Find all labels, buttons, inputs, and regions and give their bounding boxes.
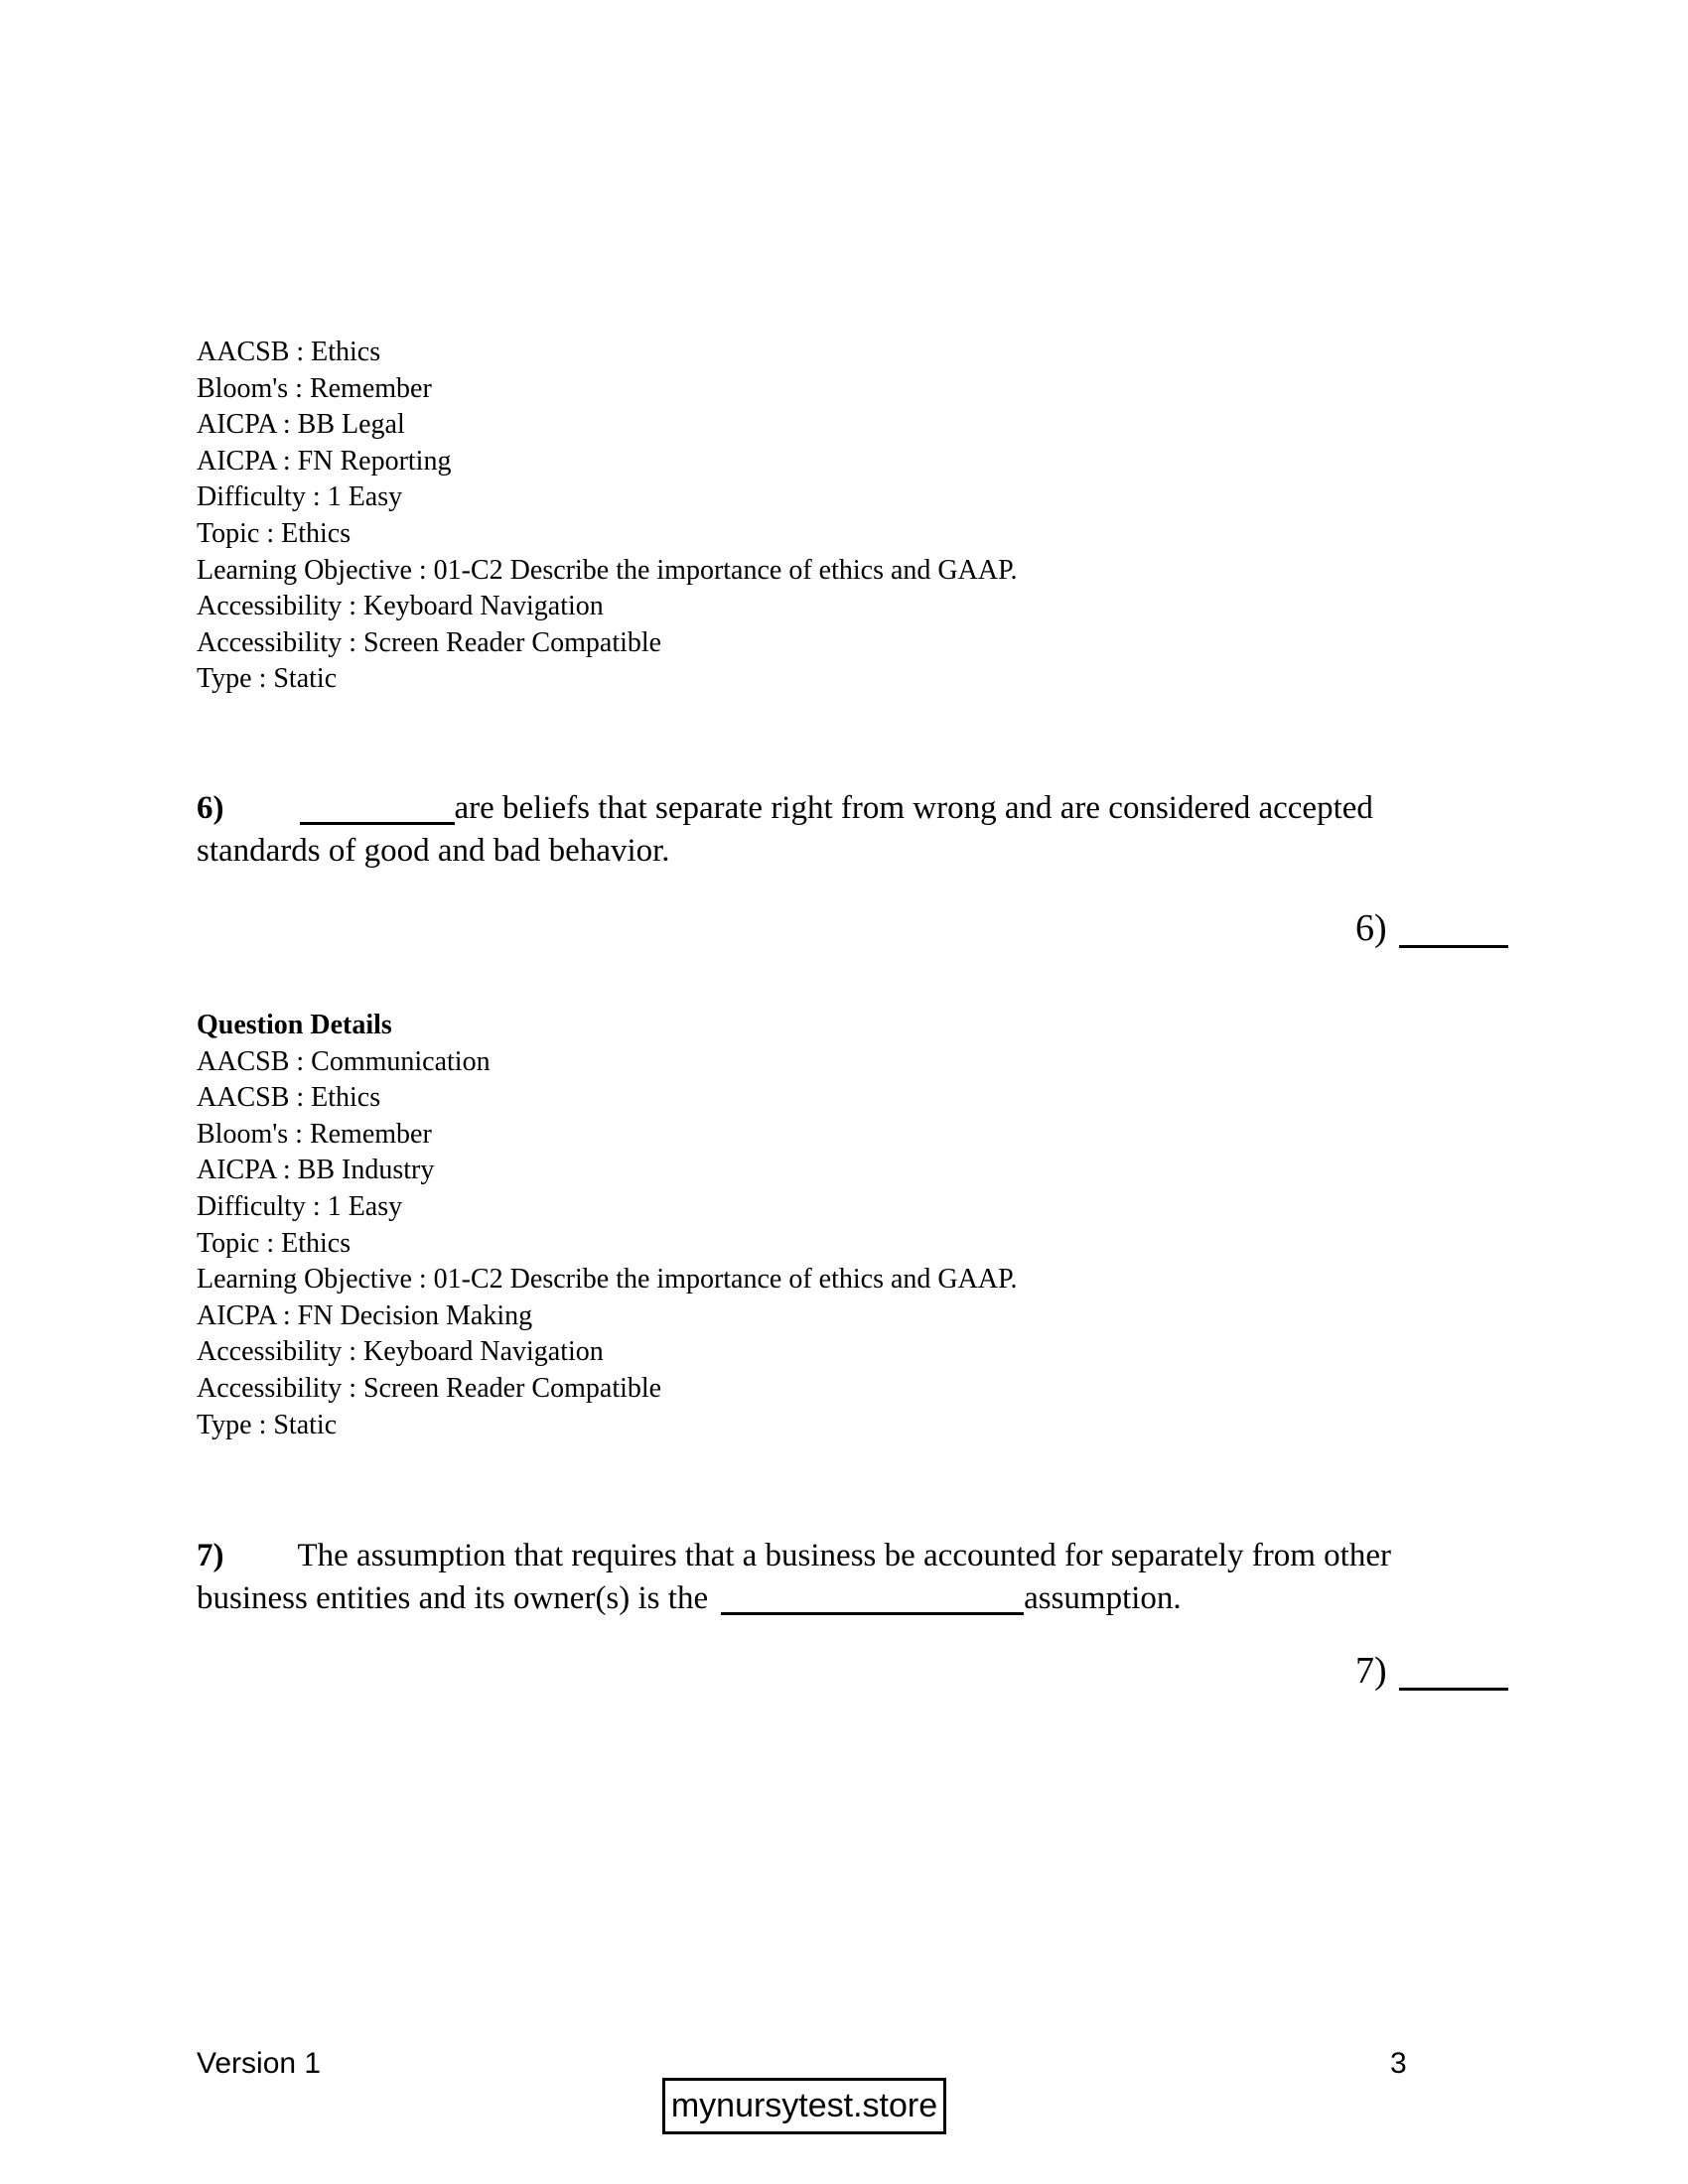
- question-7-text: [197, 1535, 1398, 1620]
- answer-slot-7-blank: [1399, 1680, 1508, 1691]
- metadata-line: AACSB : Communication: [197, 1045, 491, 1077]
- footer-page-number: 3: [1390, 2047, 1407, 2080]
- answer-blank-inline: [300, 814, 455, 825]
- question-metadata-list: [197, 335, 1018, 698]
- question-details-section: [197, 1008, 1018, 1443]
- metadata-line: Accessibility : Screen Reader Compatible: [197, 626, 662, 658]
- question-7-body-after: assumption.: [1024, 1580, 1182, 1616]
- metadata-line: Type : Static: [197, 663, 338, 695]
- answer-slot-6-blank: [1399, 937, 1508, 948]
- question-6-body: are beliefs that separate right from wrong and are considered accepted standards of good and bad behavior.: [197, 790, 1373, 869]
- metadata-line: AACSB : Ethics: [197, 1082, 381, 1114]
- answer-slot-6: [1355, 906, 1508, 950]
- metadata-line: Accessibility : Keyboard Navigation: [197, 1336, 604, 1368]
- watermark-box: [662, 2078, 946, 2134]
- metadata-line: Accessibility : Keyboard Navigation: [197, 591, 604, 622]
- question-6-text: [197, 787, 1398, 873]
- metadata-line: Difficulty : 1 Easy: [197, 481, 403, 513]
- answer-slot-6-number: 6): [1355, 907, 1387, 949]
- answer-blank-inline: [721, 1604, 1024, 1615]
- question-7-number: 7): [197, 1538, 224, 1573]
- question-7-body-before: The assumption that requires that a business be accounted for separately from other business entities and its owner(s) is the: [197, 1538, 1391, 1616]
- question-6-number: 6): [197, 790, 224, 826]
- metadata-line: AACSB : Ethics: [197, 337, 381, 367]
- question-metadata-list: [197, 1044, 1018, 1444]
- metadata-line: Topic : Ethics: [197, 1227, 352, 1259]
- metadata-line: AICPA : BB Industry: [197, 1155, 435, 1186]
- metadata-line: AICPA : FN Reporting: [197, 445, 452, 477]
- metadata-line: Type : Static: [197, 1409, 338, 1440]
- metadata-line: AICPA : FN Decision Making: [197, 1299, 533, 1331]
- metadata-line: Topic : Ethics: [197, 517, 352, 549]
- metadata-line: Bloom's : Remember: [197, 372, 432, 404]
- answer-slot-7: [1355, 1649, 1508, 1693]
- question-details-heading: Question Details: [197, 1010, 392, 1040]
- metadata-line: Learning Objective : 01-C2 Describe the importance of ethics and GAAP.: [197, 1264, 1018, 1296]
- metadata-line: Difficulty : 1 Easy: [197, 1190, 403, 1222]
- metadata-line: Learning Objective : 01-C2 Describe the importance of ethics and GAAP.: [197, 554, 1018, 586]
- metadata-line: AICPA : BB Legal: [197, 409, 405, 441]
- metadata-line: Accessibility : Screen Reader Compatible: [197, 1372, 662, 1404]
- footer-version-label: Version 1: [197, 2047, 322, 2080]
- metadata-line: Bloom's : Remember: [197, 1118, 432, 1150]
- watermark-text: mynursytest.store: [670, 2087, 938, 2124]
- answer-slot-7-number: 7): [1355, 1650, 1387, 1692]
